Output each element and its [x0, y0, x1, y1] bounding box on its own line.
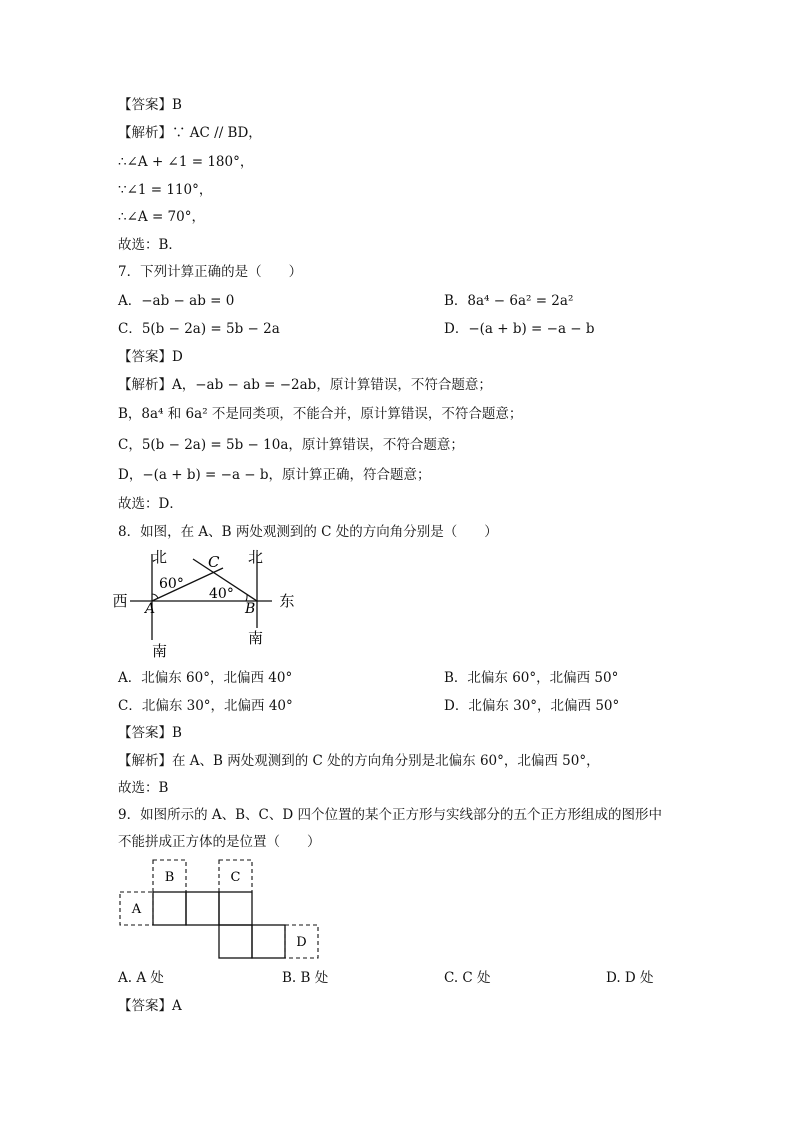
- q6-analysis-line-4: ∴∠A = 70°，: [118, 209, 205, 225]
- label-north-a: 北: [152, 548, 168, 566]
- q8-option-b: B．北偏东 60°，北偏西 50°: [444, 670, 619, 686]
- q9-option-b: B. B 处: [282, 970, 329, 986]
- q9-option-a: A. A 处: [118, 970, 164, 986]
- q7-analysis-line-4: D，−(a + b) = −a − b，原计算正确，符合题意；: [118, 467, 431, 483]
- q9-stem-line-1: 9．如图所示的 A、B、C、D 四个位置的某个正方形与实线部分的五个正方形组成的图形中: [118, 807, 662, 823]
- q8-option-a: A．北偏东 60°，北偏西 40°: [118, 670, 293, 686]
- q8-stem: 8．如图，在 A、B 两处观测到的 C 处的方向角分别是（ ）: [118, 524, 498, 540]
- angle-arc-a: [152, 594, 158, 598]
- label-point-b: B: [245, 601, 256, 617]
- net-solid-squares: [153, 892, 285, 958]
- net-label-c: C: [230, 870, 241, 885]
- label-angle-60: 60°: [159, 576, 184, 592]
- q9-option-d: D. D 处: [606, 970, 654, 986]
- q7-answer: 【答案】D: [118, 349, 183, 365]
- net-label-d: D: [296, 935, 307, 950]
- label-north-b: 北: [248, 548, 264, 566]
- net-label-a: A: [131, 902, 142, 917]
- q8-option-c: C．北偏东 30°，北偏西 40°: [118, 698, 293, 714]
- q6-analysis-line-5: 故选：B．: [118, 237, 182, 253]
- q7-option-c: C．5(b − 2a) = 5b − 2a: [118, 321, 280, 337]
- q6-analysis-line-2: ∴∠A + ∠1 = 180°，: [118, 154, 254, 170]
- label-south-b: 南: [248, 629, 264, 647]
- q7-analysis-line-1: 【解析】A，−ab − ab = −2ab，原计算错误，不符合题意；: [118, 377, 492, 393]
- q6-analysis-line-1: 【解析】∵ AC // BD，: [118, 125, 262, 141]
- q7-option-d: D．−(a + b) = −a − b: [444, 321, 595, 337]
- net-square-5: [252, 925, 285, 958]
- q7-option-b: B．8a⁴ − 6a² = 2a²: [444, 293, 574, 309]
- q7-analysis-line-3: C，5(b − 2a) = 5b − 10a，原计算错误，不符合题意；: [118, 437, 464, 453]
- q9-option-c: C. C 处: [444, 970, 491, 986]
- net-square-1: [153, 892, 186, 925]
- q9-stem-line-2: 不能拼成正方体的是位置（ ）: [118, 834, 321, 850]
- label-west: 西: [112, 592, 128, 610]
- label-east: 东: [279, 592, 295, 610]
- q7-analysis-line-2: B，8a⁴ 和 6a² 不是同类项，不能合并，原计算错误，不符合题意；: [118, 406, 523, 422]
- net-square-4: [219, 925, 252, 958]
- cube-net-figure: [116, 856, 326, 964]
- label-point-c: C: [208, 553, 220, 571]
- net-square-3: [219, 892, 252, 925]
- q8-analysis-line-1: 【解析】在 A、B 两处观测到的 C 处的方向角分别是北偏东 60°，北偏西 50°，: [118, 753, 600, 769]
- q9-answer: 【答案】A: [118, 998, 182, 1014]
- label-angle-40: 40°: [209, 586, 234, 602]
- q8-option-d: D．北偏东 30°，北偏西 50°: [444, 698, 620, 714]
- q7-option-a: A．−ab − ab = 0: [118, 293, 235, 309]
- label-south-a: 南: [152, 642, 168, 660]
- net-label-b: B: [164, 870, 175, 885]
- q8-analysis-line-2: 故选：B: [118, 780, 169, 796]
- direction-angle-figure: [112, 542, 312, 662]
- q6-analysis-line-3: ∵∠1 = 110°，: [118, 182, 213, 198]
- q6-answer: 【答案】B: [118, 97, 182, 113]
- q7-stem: 7．下列计算正确的是（ ）: [118, 264, 303, 280]
- net-square-2: [186, 892, 219, 925]
- label-point-a: A: [145, 601, 156, 617]
- q8-answer: 【答案】B: [118, 725, 182, 741]
- q7-analysis-line-5: 故选：D．: [118, 496, 183, 512]
